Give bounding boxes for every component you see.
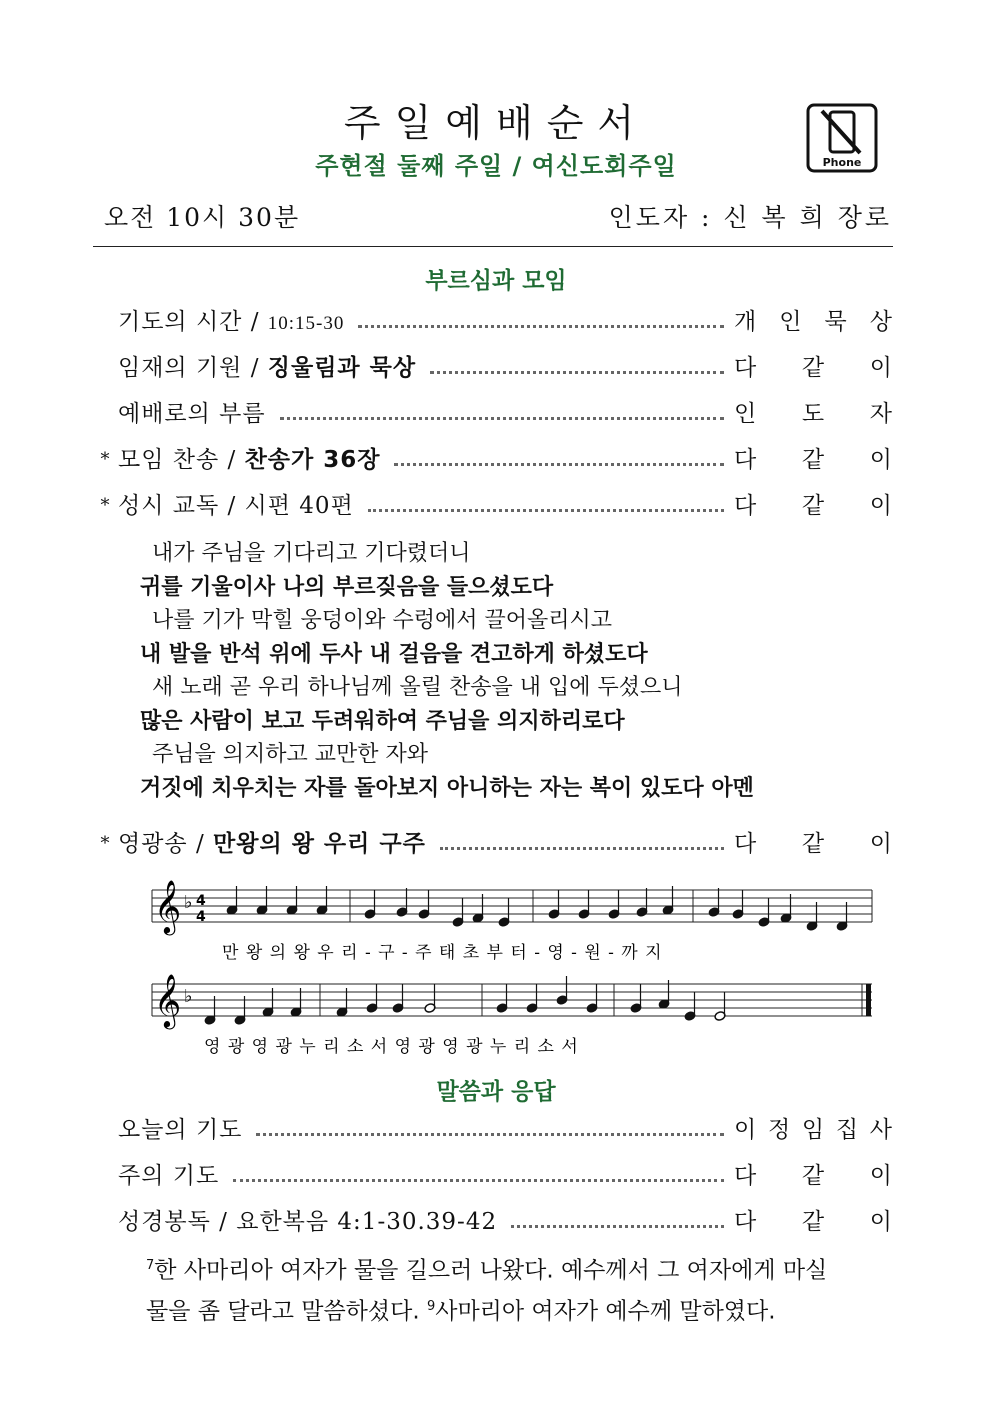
order-row [92, 348, 892, 382]
scripture-reading [146, 1248, 906, 1329]
order-row [92, 1202, 892, 1236]
order-row-label: 예배로의 부름 [118, 401, 266, 427]
standing-mark [92, 378, 118, 382]
verse-number: 7 [146, 1258, 155, 1273]
staff-line-2 [152, 984, 872, 1016]
notes-line-1 [226, 886, 848, 931]
time-sig-top: 4 [196, 893, 206, 909]
psalm-line-leader: 주님을 의지하고 교만한 자와 [152, 742, 429, 767]
standing-mark [92, 332, 118, 336]
treble-clef-icon: 𝄞 [154, 973, 182, 1027]
standing-mark [92, 1140, 118, 1144]
standing-mark [92, 424, 118, 428]
leader-dots [358, 325, 724, 328]
leader-dots [280, 417, 724, 420]
order-row-performer: 다 같 이 [734, 355, 892, 381]
leader-dots [368, 509, 724, 512]
order-row [92, 1110, 892, 1144]
treble-clef-icon: 𝄞 [154, 879, 182, 933]
order-row [92, 440, 892, 474]
leader-dots [394, 463, 724, 466]
psalm-responsive-reading [140, 537, 920, 805]
service-leader: 인도자 : 신 복 희 장로 [608, 203, 892, 232]
order-row-performer: 다 같 이 [734, 447, 892, 473]
order-row [92, 1156, 892, 1190]
order-row-performer: 다 같 이 [734, 831, 892, 857]
time-sig-bottom: 4 [196, 909, 206, 925]
notes-line-2 [204, 976, 726, 1025]
header-divider [93, 246, 893, 247]
order-row-label: 영광송 / 만왕의 왕 우리 구주 [118, 831, 426, 857]
gloria-music-score [148, 872, 878, 1062]
final-barline [866, 984, 871, 1016]
order-row-label: 임재의 기원 / 징울림과 묵상 [118, 355, 417, 381]
order-row [92, 394, 892, 428]
leader-dots [233, 1179, 724, 1182]
order-row-performer: 개 인 묵 상 [734, 309, 892, 335]
order-row-performer: 다 같 이 [734, 493, 892, 519]
psalm-line-leader: 새 노래 곧 우리 하나님께 올릴 찬송을 내 입에 두셨으니 [152, 675, 683, 700]
psalm-line-people: 거짓에 치우치는 자를 돌아보지 아니하는 자는 복이 있도다 아멘 [140, 775, 754, 801]
no-phone-icon [806, 103, 878, 173]
flat-sign-icon: ♭ [184, 986, 193, 1007]
order-row [92, 486, 892, 520]
order-row-label: 주의 기도 [118, 1163, 220, 1189]
order-row-performer: 이 정 임 집 사 [734, 1117, 892, 1143]
lyrics-line-2: 영 광 영 광 누 리 소 서 영 광 영 광 누 리 소 서 [204, 1037, 579, 1057]
page-title: 주일예배순서 [343, 101, 649, 145]
standing-mark [92, 1186, 118, 1190]
psalm-line-leader: 나를 기가 막힐 웅덩이와 수렁에서 끌어올리시고 [152, 608, 613, 633]
leader-dots [430, 371, 724, 374]
order-row-label: 성시 교독 / 시편 40편 [118, 493, 354, 519]
psalm-line-people: 귀를 기울이사 나의 부르짖음을 들으셨도다 [140, 574, 554, 600]
verse-number: 9 [426, 1298, 436, 1314]
order-row-label: 성경봉독 / 요한복음 4:1-30.39-42 [118, 1209, 498, 1235]
page-subtitle: 주현절 둘째 주일 / 여신도회주일 [315, 152, 677, 180]
order-row-gloria [92, 824, 892, 858]
service-time: 오전 10시 30분 [104, 203, 301, 232]
section-heading-calling: 부르심과 모임 [425, 268, 567, 294]
psalm-line-people: 많은 사람이 보고 두려워하여 주님을 의지하리로다 [140, 708, 625, 734]
order-row-performer: 다 같 이 [734, 1209, 892, 1235]
order-row-label: 오늘의 기도 [118, 1117, 243, 1143]
order-row-performer: 다 같 이 [734, 1163, 892, 1189]
flat-sign-icon: ♭ [184, 892, 193, 913]
standing-mark [92, 1232, 118, 1236]
order-row-label: 모임 찬송 / 찬송가 36장 [118, 447, 381, 473]
scripture-line-1: $^7$한 사마리아 여자가 물을 길으러 나왔다. 예수께서 그 여자에게 마실 [146, 1257, 828, 1284]
staff-line-1 [152, 890, 872, 922]
lyrics-line-1: 만 왕 의 왕 우 리 - 구 - 주 태 초 부 터 - 영 - 원 - 까 지 [222, 943, 663, 963]
leader-dots [440, 847, 724, 850]
standing-mark: * [100, 833, 110, 854]
leader-dots [256, 1133, 724, 1136]
order-row [92, 302, 892, 336]
psalm-line-people: 내 발을 반석 위에 두사 내 걸음을 견고하게 하셨도다 [140, 641, 648, 667]
phone-icon-label: Phone [822, 156, 862, 169]
section-heading-word: 말씀과 응답 [436, 1079, 556, 1105]
psalm-line-leader: 내가 주님을 기다리고 기다렸더니 [152, 541, 471, 566]
standing-mark: * [100, 449, 110, 470]
order-row-label: 기도의 시간 / 10:15-30 [118, 309, 345, 335]
leader-dots [511, 1225, 724, 1228]
order-row-performer: 인 도 자 [734, 401, 892, 427]
standing-mark: * [100, 495, 110, 516]
scripture-line-2: 물을 좀 달라고 말씀하셨다. $^9$사마리아 여자가 예수께 말하였다. [146, 1298, 776, 1325]
